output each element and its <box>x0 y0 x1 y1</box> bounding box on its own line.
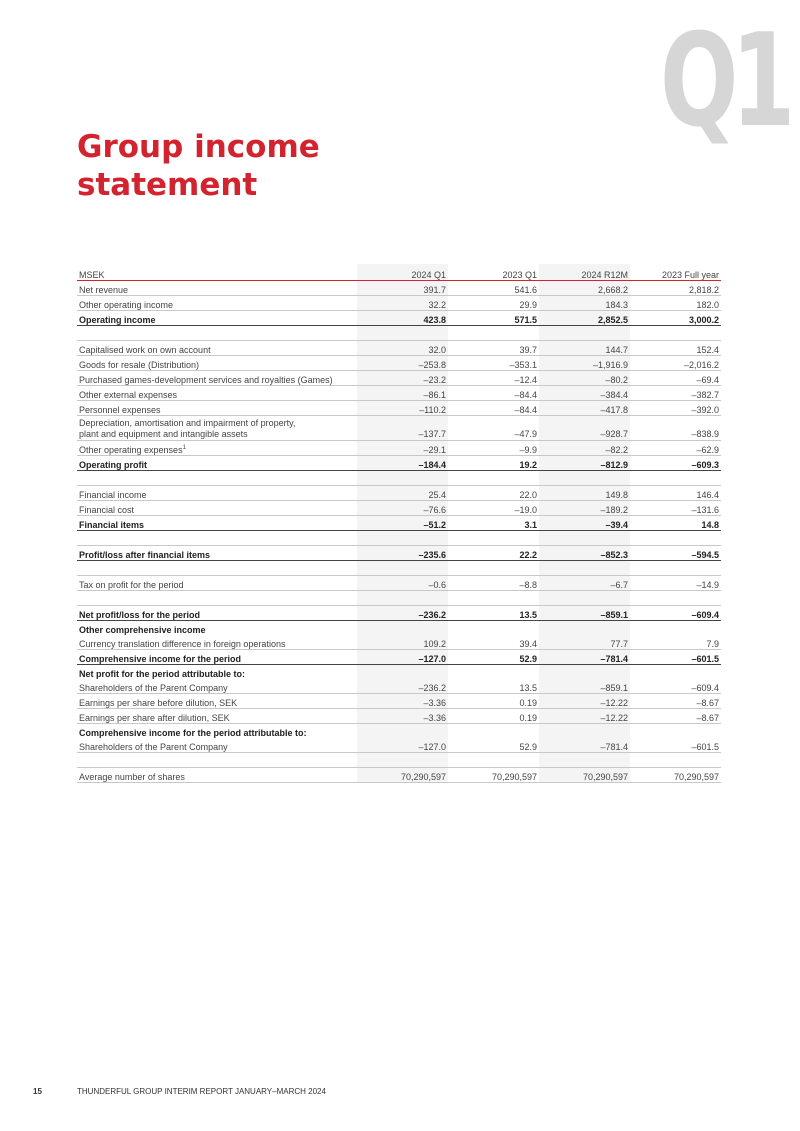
row-label <box>77 561 357 576</box>
value-cell: 0.19 <box>448 709 539 724</box>
row-label <box>77 650 357 665</box>
quarter-badge: Q1 <box>660 7 789 156</box>
value-cell <box>448 621 539 636</box>
row-label <box>77 768 357 783</box>
value-cell: –189.2 <box>539 501 630 516</box>
value-cell: –601.5 <box>630 738 721 753</box>
value-cell <box>448 326 539 341</box>
value-cell: –137.7 <box>357 416 448 441</box>
row-label <box>77 621 357 636</box>
spacer-row <box>77 591 721 606</box>
value-cell: –852.3 <box>539 546 630 561</box>
value-cell: 184.3 <box>539 296 630 311</box>
row-label <box>77 416 357 441</box>
value-cell <box>630 591 721 606</box>
value-cell: –184.4 <box>357 456 448 471</box>
page-title-line-2: statement <box>77 167 258 203</box>
row-label-text: Financial cost <box>79 505 135 515</box>
value-cell: –131.6 <box>630 501 721 516</box>
value-cell <box>539 561 630 576</box>
value-cell: 146.4 <box>630 486 721 501</box>
row-label <box>77 281 357 296</box>
value-cell: –76.6 <box>357 501 448 516</box>
value-cell <box>448 471 539 486</box>
value-cell: –594.5 <box>630 546 721 561</box>
table-row <box>77 486 721 501</box>
value-cell: –110.2 <box>357 401 448 416</box>
value-cell: –8.67 <box>630 694 721 709</box>
value-cell <box>448 531 539 546</box>
row-label-text: Purchased games-development services and royalties (Games) <box>79 375 333 385</box>
value-cell: –812.9 <box>539 456 630 471</box>
column-header: 2023 Full year <box>630 264 721 281</box>
report-title: THUNDERFUL GROUP INTERIM REPORT JANUARY–MARCH 2024 <box>77 1087 326 1096</box>
row-label-text: Other operating income <box>79 300 174 310</box>
value-cell: 2,668.2 <box>539 281 630 296</box>
row-label-text: Comprehensive income for the period attributable to: <box>79 728 307 738</box>
value-cell: 0.19 <box>448 694 539 709</box>
value-cell <box>630 531 721 546</box>
row-label <box>77 679 357 694</box>
row-label <box>77 501 357 516</box>
value-cell <box>448 753 539 768</box>
value-cell <box>630 561 721 576</box>
row-label <box>77 456 357 471</box>
row-label-text: Other comprehensive income <box>79 625 206 635</box>
row-label-text: Currency translation difference in foreign operations <box>79 639 286 649</box>
value-cell: 39.4 <box>448 635 539 650</box>
value-cell <box>357 753 448 768</box>
table-body <box>77 281 721 783</box>
page-number: 15 <box>33 1087 42 1096</box>
value-cell: –0.6 <box>357 576 448 591</box>
value-cell: 32.2 <box>357 296 448 311</box>
row-label <box>77 606 357 621</box>
table-row <box>77 356 721 371</box>
value-cell: –781.4 <box>539 738 630 753</box>
value-cell <box>357 621 448 636</box>
value-cell <box>357 591 448 606</box>
value-cell <box>630 724 721 739</box>
value-cell <box>630 621 721 636</box>
row-label <box>77 591 357 606</box>
value-cell <box>357 326 448 341</box>
row-label <box>77 694 357 709</box>
spacer-row <box>77 531 721 546</box>
value-cell: 423.8 <box>357 311 448 326</box>
table-row <box>77 516 721 531</box>
spacer-row <box>77 471 721 486</box>
row-label-text: Profit/loss after financial items <box>79 550 211 560</box>
row-label-text: Tax on profit for the period <box>79 580 184 590</box>
value-cell <box>539 326 630 341</box>
spacer-row <box>77 326 721 341</box>
value-cell: –928.7 <box>539 416 630 441</box>
value-cell: 19.2 <box>448 456 539 471</box>
table-row <box>77 441 721 456</box>
value-cell: –609.4 <box>630 606 721 621</box>
value-cell <box>448 591 539 606</box>
value-cell: 52.9 <box>448 650 539 665</box>
spacer-row <box>77 561 721 576</box>
value-cell: –236.2 <box>357 679 448 694</box>
table-row <box>77 709 721 724</box>
value-cell: –417.8 <box>539 401 630 416</box>
row-label <box>77 665 357 680</box>
value-cell: –80.2 <box>539 371 630 386</box>
value-cell: –838.9 <box>630 416 721 441</box>
value-cell: –2,016.2 <box>630 356 721 371</box>
value-cell <box>539 531 630 546</box>
value-cell: 77.7 <box>539 635 630 650</box>
row-label <box>77 531 357 546</box>
value-cell: –29.1 <box>357 441 448 456</box>
value-cell: –84.4 <box>448 401 539 416</box>
value-cell <box>539 591 630 606</box>
row-label <box>77 471 357 486</box>
value-cell: –3.36 <box>357 709 448 724</box>
value-cell: –12.22 <box>539 709 630 724</box>
table-row <box>77 546 721 561</box>
value-cell: 13.5 <box>448 679 539 694</box>
table-row <box>77 576 721 591</box>
value-cell <box>630 665 721 680</box>
column-header: 2024 R12M <box>539 264 630 281</box>
value-cell: –859.1 <box>539 606 630 621</box>
row-label <box>77 516 357 531</box>
row-label <box>77 386 357 401</box>
row-label-text: Financial items <box>79 520 145 530</box>
value-cell: –9.9 <box>448 441 539 456</box>
value-cell: –127.0 <box>357 738 448 753</box>
row-label <box>77 341 357 356</box>
row-label-text: Net profit for the period attributable to: <box>79 669 245 679</box>
page-title-line-1: Group income <box>77 129 320 165</box>
value-cell: –382.7 <box>630 386 721 401</box>
value-cell: 541.6 <box>448 281 539 296</box>
value-cell <box>630 753 721 768</box>
value-cell: –62.9 <box>630 441 721 456</box>
section-heading-row <box>77 724 721 739</box>
value-cell: 3.1 <box>448 516 539 531</box>
value-cell: –781.4 <box>539 650 630 665</box>
row-label-text: Earnings per share before dilution, SEK <box>79 698 238 708</box>
row-label-text: Net profit/loss for the period <box>79 610 201 620</box>
value-cell: –859.1 <box>539 679 630 694</box>
row-label-text: Earnings per share after dilution, SEK <box>79 713 230 723</box>
table-row <box>77 401 721 416</box>
row-label-text: Other external expenses <box>79 390 178 400</box>
value-cell: 152.4 <box>630 341 721 356</box>
value-cell: –1,916.9 <box>539 356 630 371</box>
column-header: MSEK <box>77 264 357 281</box>
value-cell <box>448 665 539 680</box>
row-label <box>77 576 357 591</box>
value-cell <box>448 561 539 576</box>
table-row <box>77 606 721 621</box>
footnote-marker: 1 <box>182 445 186 451</box>
row-label <box>77 753 357 768</box>
row-label <box>77 441 357 456</box>
value-cell: –253.8 <box>357 356 448 371</box>
value-cell: 39.7 <box>448 341 539 356</box>
value-cell: –14.9 <box>630 576 721 591</box>
column-header: 2023 Q1 <box>448 264 539 281</box>
value-cell: 149.8 <box>539 486 630 501</box>
value-cell: –8.67 <box>630 709 721 724</box>
table-row <box>77 679 721 694</box>
value-cell <box>539 621 630 636</box>
value-cell: –51.2 <box>357 516 448 531</box>
row-label-text: Capitalised work on own account <box>79 345 211 355</box>
table-row <box>77 341 721 356</box>
table-row <box>77 296 721 311</box>
row-label <box>77 546 357 561</box>
value-cell: 182.0 <box>630 296 721 311</box>
row-label-text: Depreciation, amortisation and impairment of property, <box>79 418 296 428</box>
income-statement-table <box>77 264 721 783</box>
table-row <box>77 635 721 650</box>
table-header-row <box>77 264 721 281</box>
value-cell: 109.2 <box>357 635 448 650</box>
row-label-text: Shareholders of the Parent Company <box>79 683 228 693</box>
value-cell: –8.8 <box>448 576 539 591</box>
value-cell: 25.4 <box>357 486 448 501</box>
row-label-text: Comprehensive income for the period <box>79 654 242 664</box>
value-cell: –392.0 <box>630 401 721 416</box>
value-cell <box>630 326 721 341</box>
value-cell: –84.4 <box>448 386 539 401</box>
value-cell: 14.8 <box>630 516 721 531</box>
table-row <box>77 694 721 709</box>
row-label <box>77 326 357 341</box>
value-cell <box>357 561 448 576</box>
row-label <box>77 635 357 650</box>
value-cell: –39.4 <box>539 516 630 531</box>
table-row <box>77 501 721 516</box>
table-row <box>77 768 721 783</box>
value-cell: –609.3 <box>630 456 721 471</box>
section-heading-row <box>77 665 721 680</box>
value-cell <box>539 665 630 680</box>
value-cell: –12.4 <box>448 371 539 386</box>
value-cell: –12.22 <box>539 694 630 709</box>
value-cell: 32.0 <box>357 341 448 356</box>
table-row <box>77 311 721 326</box>
value-cell: –82.2 <box>539 441 630 456</box>
value-cell: 52.9 <box>448 738 539 753</box>
page-footer <box>33 1087 326 1096</box>
spacer-row <box>77 753 721 768</box>
value-cell: –69.4 <box>630 371 721 386</box>
section-heading-row <box>77 621 721 636</box>
value-cell: –23.2 <box>357 371 448 386</box>
value-cell <box>630 471 721 486</box>
row-label-text-line-2: plant and equipment and intangible assets <box>79 429 248 439</box>
table-row <box>77 416 721 441</box>
value-cell <box>448 724 539 739</box>
value-cell <box>539 724 630 739</box>
column-header: 2024 Q1 <box>357 264 448 281</box>
row-label <box>77 371 357 386</box>
value-cell: –86.1 <box>357 386 448 401</box>
value-cell: 70,290,597 <box>539 768 630 783</box>
row-label <box>77 738 357 753</box>
value-cell: 70,290,597 <box>630 768 721 783</box>
value-cell: 70,290,597 <box>448 768 539 783</box>
value-cell: 144.7 <box>539 341 630 356</box>
value-cell: 22.2 <box>448 546 539 561</box>
value-cell <box>357 724 448 739</box>
value-cell <box>357 471 448 486</box>
value-cell: 571.5 <box>448 311 539 326</box>
value-cell: –236.2 <box>357 606 448 621</box>
value-cell <box>539 471 630 486</box>
value-cell: –235.6 <box>357 546 448 561</box>
row-label <box>77 356 357 371</box>
table-row <box>77 371 721 386</box>
row-label <box>77 486 357 501</box>
row-label <box>77 401 357 416</box>
row-label-text: Shareholders of the Parent Company <box>79 742 228 752</box>
table-row <box>77 386 721 401</box>
value-cell <box>357 665 448 680</box>
value-cell: –47.9 <box>448 416 539 441</box>
value-cell: 3,000.2 <box>630 311 721 326</box>
value-cell: –384.4 <box>539 386 630 401</box>
row-label-text: Net revenue <box>79 285 129 295</box>
value-cell: 22.0 <box>448 486 539 501</box>
page-title <box>77 128 320 204</box>
row-label-text: Operating income <box>79 315 156 325</box>
row-label <box>77 724 357 739</box>
value-cell <box>539 753 630 768</box>
table-row <box>77 738 721 753</box>
value-cell: 2,852.5 <box>539 311 630 326</box>
table-row <box>77 650 721 665</box>
value-cell: –19.0 <box>448 501 539 516</box>
value-cell: –601.5 <box>630 650 721 665</box>
value-cell: –609.4 <box>630 679 721 694</box>
value-cell: –3.36 <box>357 694 448 709</box>
value-cell: 13.5 <box>448 606 539 621</box>
row-label-text: Operating profit <box>79 460 147 470</box>
row-label <box>77 296 357 311</box>
value-cell: 391.7 <box>357 281 448 296</box>
value-cell: 70,290,597 <box>357 768 448 783</box>
table-row <box>77 456 721 471</box>
row-label-text: Other operating expenses <box>79 445 183 455</box>
value-cell: –127.0 <box>357 650 448 665</box>
value-cell: 7.9 <box>630 635 721 650</box>
value-cell: –6.7 <box>539 576 630 591</box>
value-cell: –353.1 <box>448 356 539 371</box>
row-label-text: Personnel expenses <box>79 405 161 415</box>
table-row <box>77 281 721 296</box>
value-cell <box>357 531 448 546</box>
value-cell: 29.9 <box>448 296 539 311</box>
row-label <box>77 709 357 724</box>
row-label-text: Financial income <box>79 490 147 500</box>
row-label <box>77 311 357 326</box>
value-cell: 2,818.2 <box>630 281 721 296</box>
row-label-text: Goods for resale (Distribution) <box>79 360 200 370</box>
row-label-text: Average number of shares <box>79 772 185 782</box>
